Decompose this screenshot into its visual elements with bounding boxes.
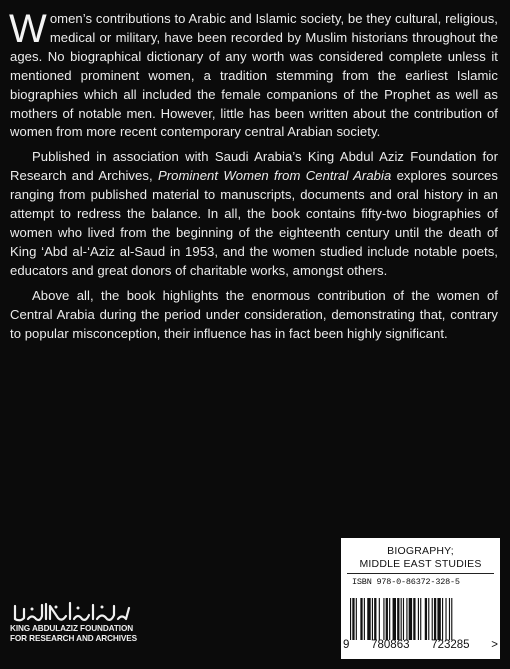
barcode-bar [403,598,404,640]
barcode-bar [374,598,376,640]
barcode-bar [360,598,362,640]
barcode-bar [449,598,450,640]
barcode-bar [437,598,440,640]
barcode [349,598,492,640]
category-line-1: BIOGRAPHY; [387,545,454,557]
barcode-bar [389,598,390,640]
isbn-barcode-box [341,538,500,659]
barcode-bar [425,598,427,640]
barcode-digit-trail: > [491,639,498,651]
barcode-bar [406,598,407,640]
barcode-bar [352,598,354,640]
barcode-bar [445,598,446,640]
barcode-bar [401,598,402,640]
logo-text-line-1: KING ABDULAZIZ FOUNDATION [10,624,134,633]
barcode-digits [343,639,498,651]
barcode-digit-lead: 9 [343,639,350,651]
barcode-bar [413,598,415,640]
barcode-bar [428,598,429,640]
paragraph-1-text: omen’s contributions to Arabic and Islamic society, be they cultural, religious, medical or military, have been recorded by Muslim historians throughout the ages. No biographical dictionary of any worth was considered complete unless it mentioned prominent women, a tradition stemming from the earliest Islamic biographies which all included the female companions of the Prophet as well as mothers of notable men. However, little has been written about the contribution of women from more recent contemporary central Arabian society. [10,11,498,140]
barcode-bar [432,598,433,640]
category-line-2: MIDDLE EAST STUDIES [359,557,482,570]
barcode-bar [451,598,452,640]
back-cover-blurb [9,7,498,343]
barcode-bar [383,598,384,640]
arabic-calligraphy-logo [12,600,132,624]
divider [347,573,494,574]
barcode-bar [434,598,436,640]
barcode-bar [379,598,380,640]
logo-text-line-2: FOR RESEARCH AND ARCHIVES [10,634,137,643]
barcode-bar [409,598,412,640]
drop-cap: W [9,7,47,51]
barcode-bar [364,598,365,640]
barcode-bar [367,598,370,640]
barcode-digit-group-2: 723285 [431,639,470,651]
barcode-bar [393,598,396,640]
barcode-bar [418,598,419,640]
paragraph-2-text-start: Published in association with Saudi Arabia’s King Abdul Aziz Foundation for Research and Archives, [10,149,498,184]
barcode-bar [420,598,421,640]
blurb-paragraph-1 [9,7,498,142]
barcode-bar [356,598,357,640]
isbn-number: ISBN 978-0-86372-328-5 [352,577,460,587]
blurb-paragraph-3: Above all, the book highlights the enormous contribution of the women of Central Arabia during the period under consideration, demonstrating that, contrary to popular misconception, their influence has in fact been highly significant. [10,287,498,341]
paragraph-2-text-end: explores sources ranging from published material to manuscripts, documents and oral history in an attempt to redress the balance. In all, the book contains fifty-two biographies of women who lived from the beginning of the eighteenth century until the death of King ‘Abd al-‘Aziz al-Saud in 1953, and the women studied include notable poets, educators and great donors of charitable works, amongst others. [10,168,498,278]
barcode-digit-group-1: 780863 [371,639,410,651]
book-title-italic: Prominent Women from Central Arabia [157,168,392,184]
barcode-bar [442,598,443,640]
barcode-bar [372,598,373,640]
publisher-logo [10,600,137,644]
barcode-bar [350,598,351,640]
barcode-bar [386,598,388,640]
blurb-paragraph-2 [10,148,498,280]
barcode-bar [397,598,399,640]
